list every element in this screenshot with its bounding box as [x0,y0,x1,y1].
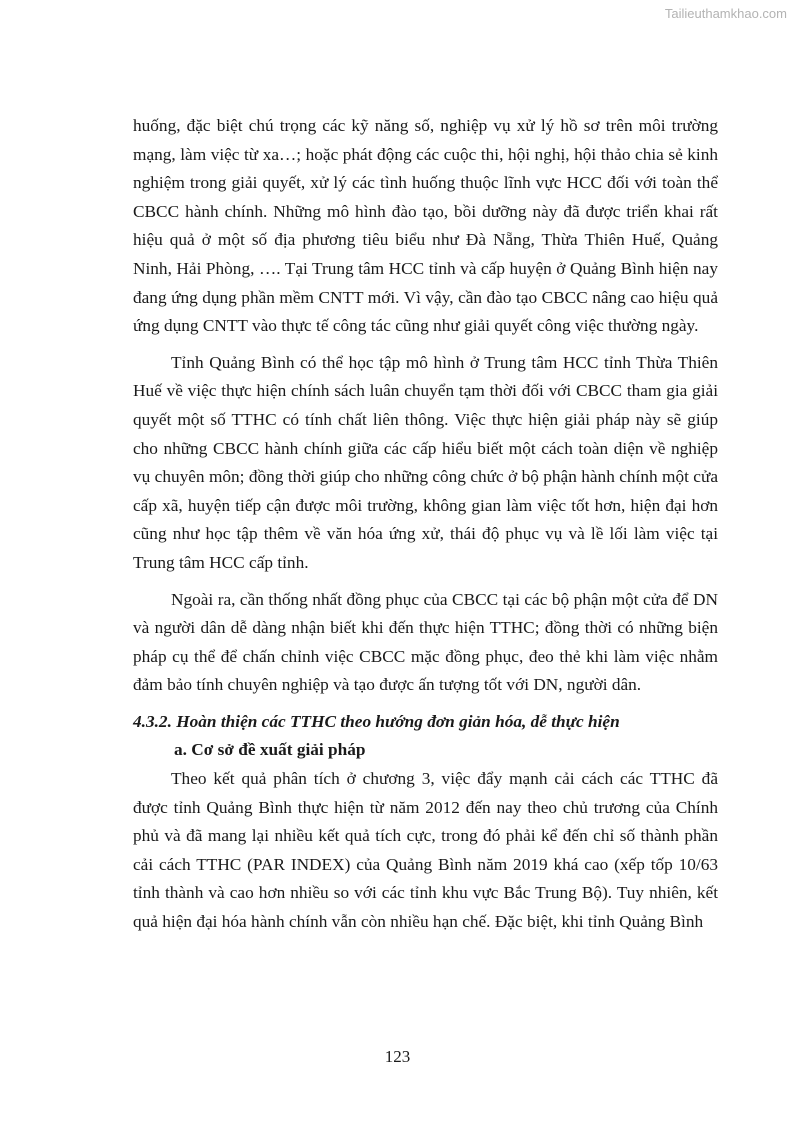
page-number: 123 [384,1047,411,1066]
watermark-text: Tailieuthamkhao.com [664,6,787,21]
paragraph-rotation-policy: Tỉnh Quảng Bình có thể học tập mô hình ở Trung tâm HCC tỉnh Thừa Thiên Huế về việc thực hiện chính sách luân chuyển tạm thời đối với CBCC tham gia giải quyết một số TTHC có tính chất liên thông. Việc thực hiện giải pháp này sẽ giúp cho những CBCC hành chính giữa các cấp hiểu biết một cách toàn diện về nghiệp vụ chuyên môn; đồng thời giúp cho những công chức ở bộ phận hành chính một cửa cấp xã, huyện tiếp cận được môi trường, không gian làm việc tốt hơn, hiện đại hơn cũng như học tập thêm về văn hóa ứng xử, thái độ phục vụ và lề lối làm việc tại Trung tâm HCC cấp tỉnh. [133,352,718,572]
document-body [133,112,718,937]
paragraph-analysis: Theo kết quả phân tích ở chương 3, việc đẩy mạnh cải cách các TTHC đã được tỉnh Quảng Bình thực hiện từ năm 2012 đến nay theo chủ trương của Chính phủ và đã mang lại nhiều kết quả tích cực, trong đó phải kể đến chỉ số thành phần cải cách TTHC (PAR INDEX) của Quảng Bình năm 2019 khá cao (xếp tốp 10/63 tỉnh thành và cao hơn nhiều so với các tỉnh khu vực Bắc Trung Bộ). Tuy nhiên, kết quả hiện đại hóa hành chính vẫn còn nhiều hạn chế. Đặc biệt, khi tỉnh Quảng Bình [133,769,718,932]
paragraph-uniform: Ngoài ra, cần thống nhất đồng phục của CBCC tại các bộ phận một cửa để DN và người dân dễ dàng nhận biết khi đến thực hiện TTHC; đồng thời có những biện pháp cụ thể để chấn chỉnh việc CBCC mặc đồng phục, đeo thẻ khi làm việc nhằm đảm bảo tính chuyên nghiệp và tạo được ấn tượng tốt với DN, người dân. [133,589,718,695]
subsection-heading: a. Cơ sở đề xuất giải pháp [174,740,366,760]
paragraph-training: huống, đặc biệt chú trọng các kỹ năng số, nghiệp vụ xử lý hồ sơ trên môi trường mạng, làm việc từ xa…; hoặc phát động các cuộc thi, hội nghị, hội thảo chia sẻ kinh nghiệm trong giải quyết, xử lý các tình huống thuộc lĩnh vực HCC đối với toàn thể CBCC hành chính. Những mô hình đào tạo, bồi dưỡng này đã được triển khai rất hiệu quả ở một số địa phương tiêu biểu như Đà Nẵng, Thừa Thiên Huế, Quảng Ninh, Hải Phòng, …. Tại Trung tâm HCC tỉnh và cấp huyện ở Quảng Bình hiện nay đang ứng dụng phần mềm CNTT mới. Vì vậy, cần đào tạo CBCC nâng cao hiệu quả ứng dụng CNTT vào thực tế công tác cũng như giải quyết công việc thường ngày. [133,116,718,336]
section-heading: 4.3.2. Hoàn thiện các TTHC theo hướng đơn giản hóa, dễ thực hiện [133,711,620,731]
